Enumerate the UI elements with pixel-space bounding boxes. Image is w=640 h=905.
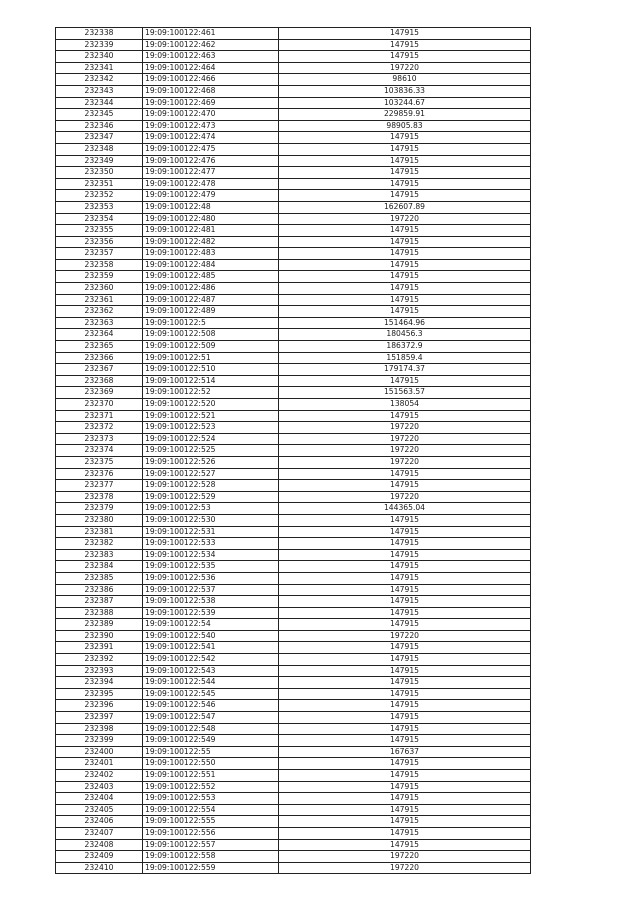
amount-cell: 138054 (279, 399, 531, 411)
table-row (56, 51, 531, 63)
row-number-cell: 232401 (56, 758, 143, 770)
amount-cell: 197220 (279, 445, 531, 457)
row-number-cell: 232408 (56, 839, 143, 851)
row-number-cell: 232378 (56, 491, 143, 503)
row-number-cell: 232386 (56, 584, 143, 596)
amount-cell: 151464.96 (279, 317, 531, 329)
amount-cell: 147915 (279, 839, 531, 851)
amount-cell: 147915 (279, 827, 531, 839)
row-number-cell: 232342 (56, 74, 143, 86)
row-number-cell: 232374 (56, 445, 143, 457)
amount-cell: 147915 (279, 526, 531, 538)
amount-cell: 197220 (279, 62, 531, 74)
table-row (56, 341, 531, 353)
amount-cell: 147915 (279, 654, 531, 666)
amount-cell: 180456.3 (279, 329, 531, 341)
table-row (56, 862, 531, 874)
cadastral-number-cell: 19:09:100122:527 (143, 468, 279, 480)
table-row (56, 816, 531, 828)
row-number-cell: 232341 (56, 62, 143, 74)
table-row (56, 549, 531, 561)
amount-cell: 197220 (279, 422, 531, 434)
row-number-cell: 232357 (56, 248, 143, 260)
row-number-cell: 232382 (56, 538, 143, 550)
row-number-cell: 232376 (56, 468, 143, 480)
table-row (56, 503, 531, 515)
cadastral-number-cell: 19:09:100122:524 (143, 433, 279, 445)
row-number-cell: 232363 (56, 317, 143, 329)
amount-cell: 147915 (279, 190, 531, 202)
row-number-cell: 232365 (56, 341, 143, 353)
row-number-cell: 232383 (56, 549, 143, 561)
cadastral-number-cell: 19:09:100122:479 (143, 190, 279, 202)
row-number-cell: 232339 (56, 39, 143, 51)
cadastral-number-cell: 19:09:100122:55 (143, 746, 279, 758)
cadastral-number-cell: 19:09:100122:549 (143, 735, 279, 747)
table-row (56, 746, 531, 758)
row-number-cell: 232362 (56, 306, 143, 318)
row-number-cell: 232351 (56, 178, 143, 190)
amount-cell: 197220 (279, 491, 531, 503)
cadastral-number-cell: 19:09:100122:546 (143, 700, 279, 712)
table-row (56, 700, 531, 712)
table-row (56, 619, 531, 631)
row-number-cell: 232390 (56, 630, 143, 642)
amount-cell: 162607.89 (279, 201, 531, 213)
row-number-cell: 232404 (56, 793, 143, 805)
row-number-cell: 232360 (56, 283, 143, 295)
table-row (56, 28, 531, 40)
cadastral-number-cell: 19:09:100122:53 (143, 503, 279, 515)
row-number-cell: 232377 (56, 480, 143, 492)
table-row (56, 387, 531, 399)
amount-cell: 147915 (279, 642, 531, 654)
table-row (56, 294, 531, 306)
cadastral-number-cell: 19:09:100122:525 (143, 445, 279, 457)
row-number-cell: 232345 (56, 109, 143, 121)
table-row (56, 317, 531, 329)
cadastral-number-cell: 19:09:100122:54 (143, 619, 279, 631)
row-number-cell: 232338 (56, 28, 143, 40)
amount-cell: 151859.4 (279, 352, 531, 364)
amount-cell: 98905.83 (279, 120, 531, 132)
amount-cell: 197220 (279, 851, 531, 863)
row-number-cell: 232403 (56, 781, 143, 793)
row-number-cell: 232395 (56, 688, 143, 700)
amount-cell: 147915 (279, 236, 531, 248)
cadastral-number-cell: 19:09:100122:542 (143, 654, 279, 666)
table-row (56, 688, 531, 700)
amount-cell: 197220 (279, 456, 531, 468)
table-row (56, 735, 531, 747)
table-row (56, 167, 531, 179)
cadastral-number-cell: 19:09:100122:461 (143, 28, 279, 40)
cadastral-number-cell: 19:09:100122:508 (143, 329, 279, 341)
cadastral-number-cell: 19:09:100122:545 (143, 688, 279, 700)
row-number-cell: 232399 (56, 735, 143, 747)
row-number-cell: 232385 (56, 572, 143, 584)
cadastral-number-cell: 19:09:100122:539 (143, 607, 279, 619)
amount-cell: 197220 (279, 213, 531, 225)
cadastral-number-cell: 19:09:100122:474 (143, 132, 279, 144)
ledger-table (55, 27, 531, 874)
cadastral-number-cell: 19:09:100122:523 (143, 422, 279, 434)
table-row (56, 758, 531, 770)
table-row (56, 410, 531, 422)
table-row (56, 329, 531, 341)
amount-cell: 147915 (279, 596, 531, 608)
cadastral-number-cell: 19:09:100122:485 (143, 271, 279, 283)
row-number-cell: 232402 (56, 770, 143, 782)
amount-cell: 147915 (279, 665, 531, 677)
amount-cell: 147915 (279, 294, 531, 306)
row-number-cell: 232396 (56, 700, 143, 712)
cadastral-number-cell: 19:09:100122:559 (143, 862, 279, 874)
cadastral-number-cell: 19:09:100122:557 (143, 839, 279, 851)
table-row (56, 422, 531, 434)
cadastral-number-cell: 19:09:100122:526 (143, 456, 279, 468)
amount-cell: 147915 (279, 375, 531, 387)
table-row (56, 480, 531, 492)
amount-cell: 147915 (279, 584, 531, 596)
table-row (56, 190, 531, 202)
table-row (56, 375, 531, 387)
cadastral-number-cell: 19:09:100122:52 (143, 387, 279, 399)
amount-cell: 147915 (279, 723, 531, 735)
cadastral-number-cell: 19:09:100122:550 (143, 758, 279, 770)
cadastral-number-cell: 19:09:100122:555 (143, 816, 279, 828)
row-number-cell: 232372 (56, 422, 143, 434)
table-row (56, 306, 531, 318)
cadastral-number-cell: 19:09:100122:51 (143, 352, 279, 364)
amount-cell: 147915 (279, 770, 531, 782)
table-row (56, 74, 531, 86)
cadastral-number-cell: 19:09:100122:551 (143, 770, 279, 782)
amount-cell: 147915 (279, 143, 531, 155)
cadastral-number-cell: 19:09:100122:529 (143, 491, 279, 503)
cadastral-number-cell: 19:09:100122:528 (143, 480, 279, 492)
row-number-cell: 232355 (56, 225, 143, 237)
cadastral-number-cell: 19:09:100122:468 (143, 85, 279, 97)
cadastral-number-cell: 19:09:100122:486 (143, 283, 279, 295)
amount-cell: 103244.67 (279, 97, 531, 109)
table-row (56, 178, 531, 190)
ledger-table-body (56, 28, 531, 874)
table-row (56, 62, 531, 74)
table-row (56, 561, 531, 573)
row-number-cell: 232400 (56, 746, 143, 758)
cadastral-number-cell: 19:09:100122:535 (143, 561, 279, 573)
table-row (56, 665, 531, 677)
table-row (56, 770, 531, 782)
row-number-cell: 232379 (56, 503, 143, 515)
cadastral-number-cell: 19:09:100122:483 (143, 248, 279, 260)
table-row (56, 225, 531, 237)
table-row (56, 607, 531, 619)
cadastral-number-cell: 19:09:100122:477 (143, 167, 279, 179)
amount-cell: 229859.91 (279, 109, 531, 121)
amount-cell: 147915 (279, 735, 531, 747)
cadastral-number-cell: 19:09:100122:537 (143, 584, 279, 596)
cadastral-number-cell: 19:09:100122:548 (143, 723, 279, 735)
row-number-cell: 232340 (56, 51, 143, 63)
amount-cell: 147915 (279, 549, 531, 561)
row-number-cell: 232375 (56, 456, 143, 468)
cadastral-number-cell: 19:09:100122:552 (143, 781, 279, 793)
table-row (56, 491, 531, 503)
cadastral-number-cell: 19:09:100122:475 (143, 143, 279, 155)
cadastral-number-cell: 19:09:100122:540 (143, 630, 279, 642)
row-number-cell: 232361 (56, 294, 143, 306)
row-number-cell: 232405 (56, 804, 143, 816)
row-number-cell: 232406 (56, 816, 143, 828)
amount-cell: 186372.9 (279, 341, 531, 353)
amount-cell: 197220 (279, 630, 531, 642)
amount-cell: 103836.33 (279, 85, 531, 97)
amount-cell: 179174.37 (279, 364, 531, 376)
cadastral-number-cell: 19:09:100122:464 (143, 62, 279, 74)
cadastral-number-cell: 19:09:100122:473 (143, 120, 279, 132)
cadastral-number-cell: 19:09:100122:558 (143, 851, 279, 863)
amount-cell: 147915 (279, 781, 531, 793)
cadastral-number-cell: 19:09:100122:538 (143, 596, 279, 608)
row-number-cell: 232398 (56, 723, 143, 735)
table-row (56, 352, 531, 364)
row-number-cell: 232370 (56, 399, 143, 411)
amount-cell: 147915 (279, 804, 531, 816)
amount-cell: 147915 (279, 410, 531, 422)
amount-cell: 147915 (279, 688, 531, 700)
table-row (56, 526, 531, 538)
amount-cell: 147915 (279, 468, 531, 480)
table-row (56, 677, 531, 689)
row-number-cell: 232393 (56, 665, 143, 677)
row-number-cell: 232409 (56, 851, 143, 863)
cadastral-number-cell: 19:09:100122:543 (143, 665, 279, 677)
row-number-cell: 232388 (56, 607, 143, 619)
amount-cell: 151563.57 (279, 387, 531, 399)
table-row (56, 630, 531, 642)
amount-cell: 147915 (279, 132, 531, 144)
amount-cell: 147915 (279, 271, 531, 283)
cadastral-number-cell: 19:09:100122:484 (143, 259, 279, 271)
amount-cell: 147915 (279, 28, 531, 40)
cadastral-number-cell: 19:09:100122:470 (143, 109, 279, 121)
cadastral-number-cell: 19:09:100122:533 (143, 538, 279, 550)
amount-cell: 147915 (279, 712, 531, 724)
row-number-cell: 232349 (56, 155, 143, 167)
row-number-cell: 232367 (56, 364, 143, 376)
table-row (56, 97, 531, 109)
amount-cell: 147915 (279, 816, 531, 828)
cadastral-number-cell: 19:09:100122:509 (143, 341, 279, 353)
row-number-cell: 232369 (56, 387, 143, 399)
table-row (56, 572, 531, 584)
table-row (56, 839, 531, 851)
table-row (56, 468, 531, 480)
row-number-cell: 232352 (56, 190, 143, 202)
amount-cell: 147915 (279, 700, 531, 712)
cadastral-number-cell: 19:09:100122:466 (143, 74, 279, 86)
table-row (56, 827, 531, 839)
cadastral-number-cell: 19:09:100122:554 (143, 804, 279, 816)
table-row (56, 723, 531, 735)
cadastral-number-cell: 19:09:100122:520 (143, 399, 279, 411)
table-row (56, 433, 531, 445)
cadastral-number-cell: 19:09:100122:469 (143, 97, 279, 109)
row-number-cell: 232347 (56, 132, 143, 144)
table-row (56, 712, 531, 724)
cadastral-number-cell: 19:09:100122:514 (143, 375, 279, 387)
cadastral-number-cell: 19:09:100122:510 (143, 364, 279, 376)
amount-cell: 147915 (279, 248, 531, 260)
cadastral-number-cell: 19:09:100122:463 (143, 51, 279, 63)
table-row (56, 654, 531, 666)
row-number-cell: 232359 (56, 271, 143, 283)
amount-cell: 147915 (279, 306, 531, 318)
amount-cell: 147915 (279, 619, 531, 631)
table-row (56, 109, 531, 121)
cadastral-number-cell: 19:09:100122:531 (143, 526, 279, 538)
amount-cell: 147915 (279, 607, 531, 619)
table-row (56, 781, 531, 793)
table-row (56, 201, 531, 213)
table-row (56, 445, 531, 457)
table-row (56, 364, 531, 376)
cadastral-number-cell: 19:09:100122:541 (143, 642, 279, 654)
row-number-cell: 232368 (56, 375, 143, 387)
table-row (56, 596, 531, 608)
row-number-cell: 232391 (56, 642, 143, 654)
table-row (56, 456, 531, 468)
cadastral-number-cell: 19:09:100122:547 (143, 712, 279, 724)
amount-cell: 147915 (279, 178, 531, 190)
table-row (56, 39, 531, 51)
amount-cell: 147915 (279, 283, 531, 295)
row-number-cell: 232344 (56, 97, 143, 109)
row-number-cell: 232410 (56, 862, 143, 874)
table-row (56, 851, 531, 863)
cadastral-number-cell: 19:09:100122:521 (143, 410, 279, 422)
row-number-cell: 232353 (56, 201, 143, 213)
row-number-cell: 232394 (56, 677, 143, 689)
amount-cell: 147915 (279, 155, 531, 167)
row-number-cell: 232397 (56, 712, 143, 724)
table-row (56, 259, 531, 271)
row-number-cell: 232364 (56, 329, 143, 341)
cadastral-number-cell: 19:09:100122:480 (143, 213, 279, 225)
row-number-cell: 232387 (56, 596, 143, 608)
cadastral-number-cell: 19:09:100122:476 (143, 155, 279, 167)
amount-cell: 197220 (279, 433, 531, 445)
cadastral-number-cell: 19:09:100122:478 (143, 178, 279, 190)
row-number-cell: 232348 (56, 143, 143, 155)
amount-cell: 147915 (279, 480, 531, 492)
row-number-cell: 232358 (56, 259, 143, 271)
table-row (56, 538, 531, 550)
table-row (56, 399, 531, 411)
row-number-cell: 232384 (56, 561, 143, 573)
row-number-cell: 232371 (56, 410, 143, 422)
amount-cell: 147915 (279, 514, 531, 526)
table-row (56, 143, 531, 155)
cadastral-number-cell: 19:09:100122:481 (143, 225, 279, 237)
amount-cell: 147915 (279, 39, 531, 51)
row-number-cell: 232373 (56, 433, 143, 445)
row-number-cell: 232381 (56, 526, 143, 538)
cadastral-number-cell: 19:09:100122:5 (143, 317, 279, 329)
table-row (56, 248, 531, 260)
cadastral-number-cell: 19:09:100122:553 (143, 793, 279, 805)
table-row (56, 283, 531, 295)
table-row (56, 793, 531, 805)
row-number-cell: 232407 (56, 827, 143, 839)
cadastral-number-cell: 19:09:100122:536 (143, 572, 279, 584)
amount-cell: 147915 (279, 259, 531, 271)
table-row (56, 120, 531, 132)
row-number-cell: 232343 (56, 85, 143, 97)
cadastral-number-cell: 19:09:100122:482 (143, 236, 279, 248)
cadastral-number-cell: 19:09:100122:530 (143, 514, 279, 526)
cadastral-number-cell: 19:09:100122:487 (143, 294, 279, 306)
table-row (56, 155, 531, 167)
amount-cell: 147915 (279, 561, 531, 573)
table-row (56, 271, 531, 283)
row-number-cell: 232380 (56, 514, 143, 526)
amount-cell: 98610 (279, 74, 531, 86)
cadastral-number-cell: 19:09:100122:556 (143, 827, 279, 839)
row-number-cell: 232350 (56, 167, 143, 179)
amount-cell: 167637 (279, 746, 531, 758)
row-number-cell: 232389 (56, 619, 143, 631)
amount-cell: 147915 (279, 793, 531, 805)
cadastral-number-cell: 19:09:100122:48 (143, 201, 279, 213)
row-number-cell: 232356 (56, 236, 143, 248)
cadastral-number-cell: 19:09:100122:544 (143, 677, 279, 689)
amount-cell: 147915 (279, 538, 531, 550)
table-row (56, 213, 531, 225)
amount-cell: 147915 (279, 572, 531, 584)
table-row (56, 85, 531, 97)
amount-cell: 147915 (279, 167, 531, 179)
row-number-cell: 232354 (56, 213, 143, 225)
row-number-cell: 232392 (56, 654, 143, 666)
table-row (56, 236, 531, 248)
amount-cell: 147915 (279, 677, 531, 689)
row-number-cell: 232366 (56, 352, 143, 364)
table-row (56, 804, 531, 816)
table-row (56, 132, 531, 144)
cadastral-number-cell: 19:09:100122:462 (143, 39, 279, 51)
table-row (56, 584, 531, 596)
amount-cell: 144365.04 (279, 503, 531, 515)
table-row (56, 642, 531, 654)
row-number-cell: 232346 (56, 120, 143, 132)
amount-cell: 147915 (279, 51, 531, 63)
cadastral-number-cell: 19:09:100122:489 (143, 306, 279, 318)
amount-cell: 147915 (279, 225, 531, 237)
amount-cell: 197220 (279, 862, 531, 874)
table-row (56, 514, 531, 526)
cadastral-number-cell: 19:09:100122:534 (143, 549, 279, 561)
amount-cell: 147915 (279, 758, 531, 770)
